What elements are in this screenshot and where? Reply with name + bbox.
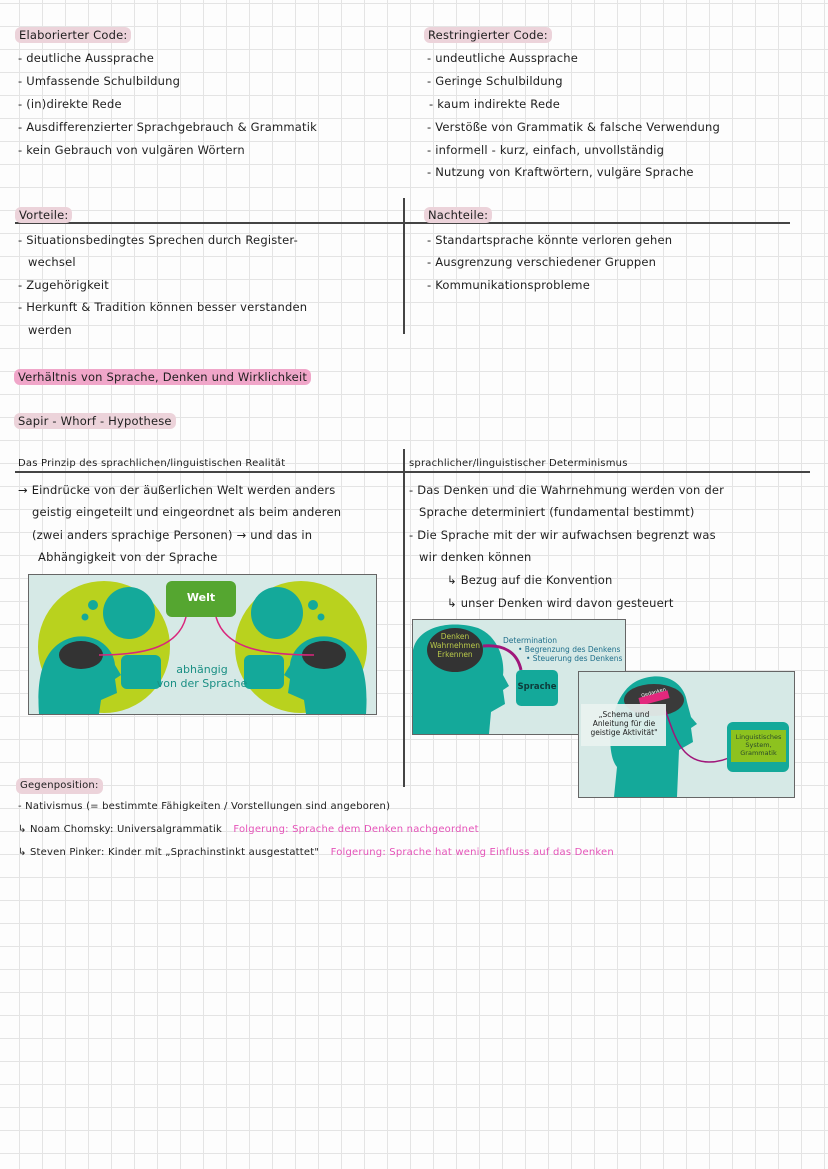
realitaet-title: Das Prinzip des sprachlichen/linguistischen Realität — [18, 458, 286, 469]
list-item: - informell - kurz, einfach, unvollständig — [427, 143, 665, 157]
divider — [403, 198, 405, 334]
list-item: - Ausgrenzung verschiedener Gruppen — [427, 255, 657, 269]
text-line: ↳ unser Denken wird davon gesteuert — [447, 596, 674, 610]
text-line — [18, 822, 479, 838]
divider — [403, 449, 405, 787]
list-item: - Umfassende Schulbildung — [18, 74, 181, 88]
schema-illustration — [578, 671, 795, 798]
list-item: - Ausdifferenzierter Sprachgebrauch & Grammatik — [18, 120, 317, 134]
list-item: - Zugehörigkeit — [18, 278, 109, 292]
welt-label: Welt — [186, 591, 216, 604]
text-line: Abhängigkeit von der Sprache — [38, 550, 218, 564]
list-item: - kein Gebrauch von vulgären Wörtern — [18, 143, 245, 157]
text-line: geistig eingeteilt und eingeordnet als beim anderen — [32, 505, 342, 519]
folgerung-text: Folgerung: Sprache hat wenig Einfluss auf das Denken — [330, 847, 614, 858]
list-item: - kaum indirekte Rede — [429, 97, 561, 111]
list-item: - Standartsprache könnte verloren gehen — [427, 233, 673, 247]
list-item: - (in)direkte Rede — [18, 97, 122, 111]
two-heads-illustration — [28, 574, 377, 715]
text-line: (zwei anders sprachige Personen) → und das in — [32, 528, 313, 542]
bubble-line: Linguistisches — [735, 733, 782, 741]
restringiert-title: Restringierter Code: — [424, 27, 552, 43]
list-item: - Nutzung von Kraftwörtern, vulgäre Sprache — [427, 165, 694, 179]
hypothesis-title: Sapir - Whorf - Hypothese — [14, 413, 176, 429]
text-line — [18, 845, 614, 861]
text-line: - Nativismus (= bestimmte Fähigkeiten / Vorstellungen sind angeboren) — [18, 801, 391, 812]
folgerung-text: Folgerung: Sprache dem Denken nachgeordnet — [233, 824, 479, 835]
bullet: • Steuerung des Denkens — [526, 654, 623, 663]
list-item: - Kommunikationsprobleme — [427, 278, 590, 292]
caption-line: von der Sprache — [156, 677, 248, 690]
text-line: - Die Sprache mit der wir aufwachsen begrenzt was — [409, 528, 716, 542]
list-item: - Situationsbedingtes Sprechen durch Register- — [18, 233, 298, 247]
pinker-text: ↳ Steven Pinker: Kinder mit „Sprachinstinkt ausgestattet" — [18, 847, 320, 858]
determination-label: Determination — [503, 636, 558, 645]
text-line: Sprache determiniert (fundamental bestimmt) — [419, 505, 695, 519]
bullet: • Begrenzung des Denkens — [518, 645, 621, 654]
list-item: - undeutliche Aussprache — [427, 51, 578, 65]
section-title: Verhältnis von Sprache, Denken und Wirklichkeit — [14, 369, 311, 385]
list-item: - Herkunft & Tradition können besser verstanden — [18, 300, 308, 314]
sprache-bubble: Sprache — [517, 682, 557, 692]
text-line: → Eindrücke von der äußerlichen Welt werden anders — [18, 483, 336, 497]
nachteile-title: Nachteile: — [424, 207, 492, 223]
caption-line: abhängig — [176, 663, 228, 676]
elaboriert-title: Elaborierter Code: — [15, 27, 131, 43]
gegenposition-title: Gegenposition: — [16, 778, 103, 794]
vorteile-title: Vorteile: — [15, 207, 72, 223]
text-line: wir denken können — [419, 550, 532, 564]
brain-label: Denken — [440, 632, 470, 641]
brain-label: Erkennen — [437, 650, 473, 659]
quote-line: „Schema und — [598, 710, 650, 719]
list-item: - deutliche Aussprache — [18, 51, 155, 65]
gedanken-tag: Gedanken — [640, 686, 667, 700]
quote-line: geistige Aktivität" — [590, 728, 658, 737]
list-item: werden — [28, 323, 72, 337]
quote-line: Anleitung für die — [592, 719, 656, 728]
bubble-line: System, — [745, 741, 772, 749]
brain-label: Wahrnehmen — [429, 641, 481, 650]
list-item: - Verstöße von Grammatik & falsche Verwendung — [427, 120, 721, 134]
text-line: - Das Denken und die Wahrnehmung werden von der — [409, 483, 725, 497]
bubble-line: Grammatik — [740, 749, 777, 757]
determinismus-title: sprachlicher/linguistischer Determinismus — [409, 458, 628, 469]
list-item: - Geringe Schulbildung — [427, 74, 563, 88]
text-line: ↳ Bezug auf die Konvention — [447, 573, 613, 587]
chomsky-text: ↳ Noam Chomsky: Universalgrammatik — [18, 824, 222, 835]
list-item: wechsel — [28, 255, 76, 269]
